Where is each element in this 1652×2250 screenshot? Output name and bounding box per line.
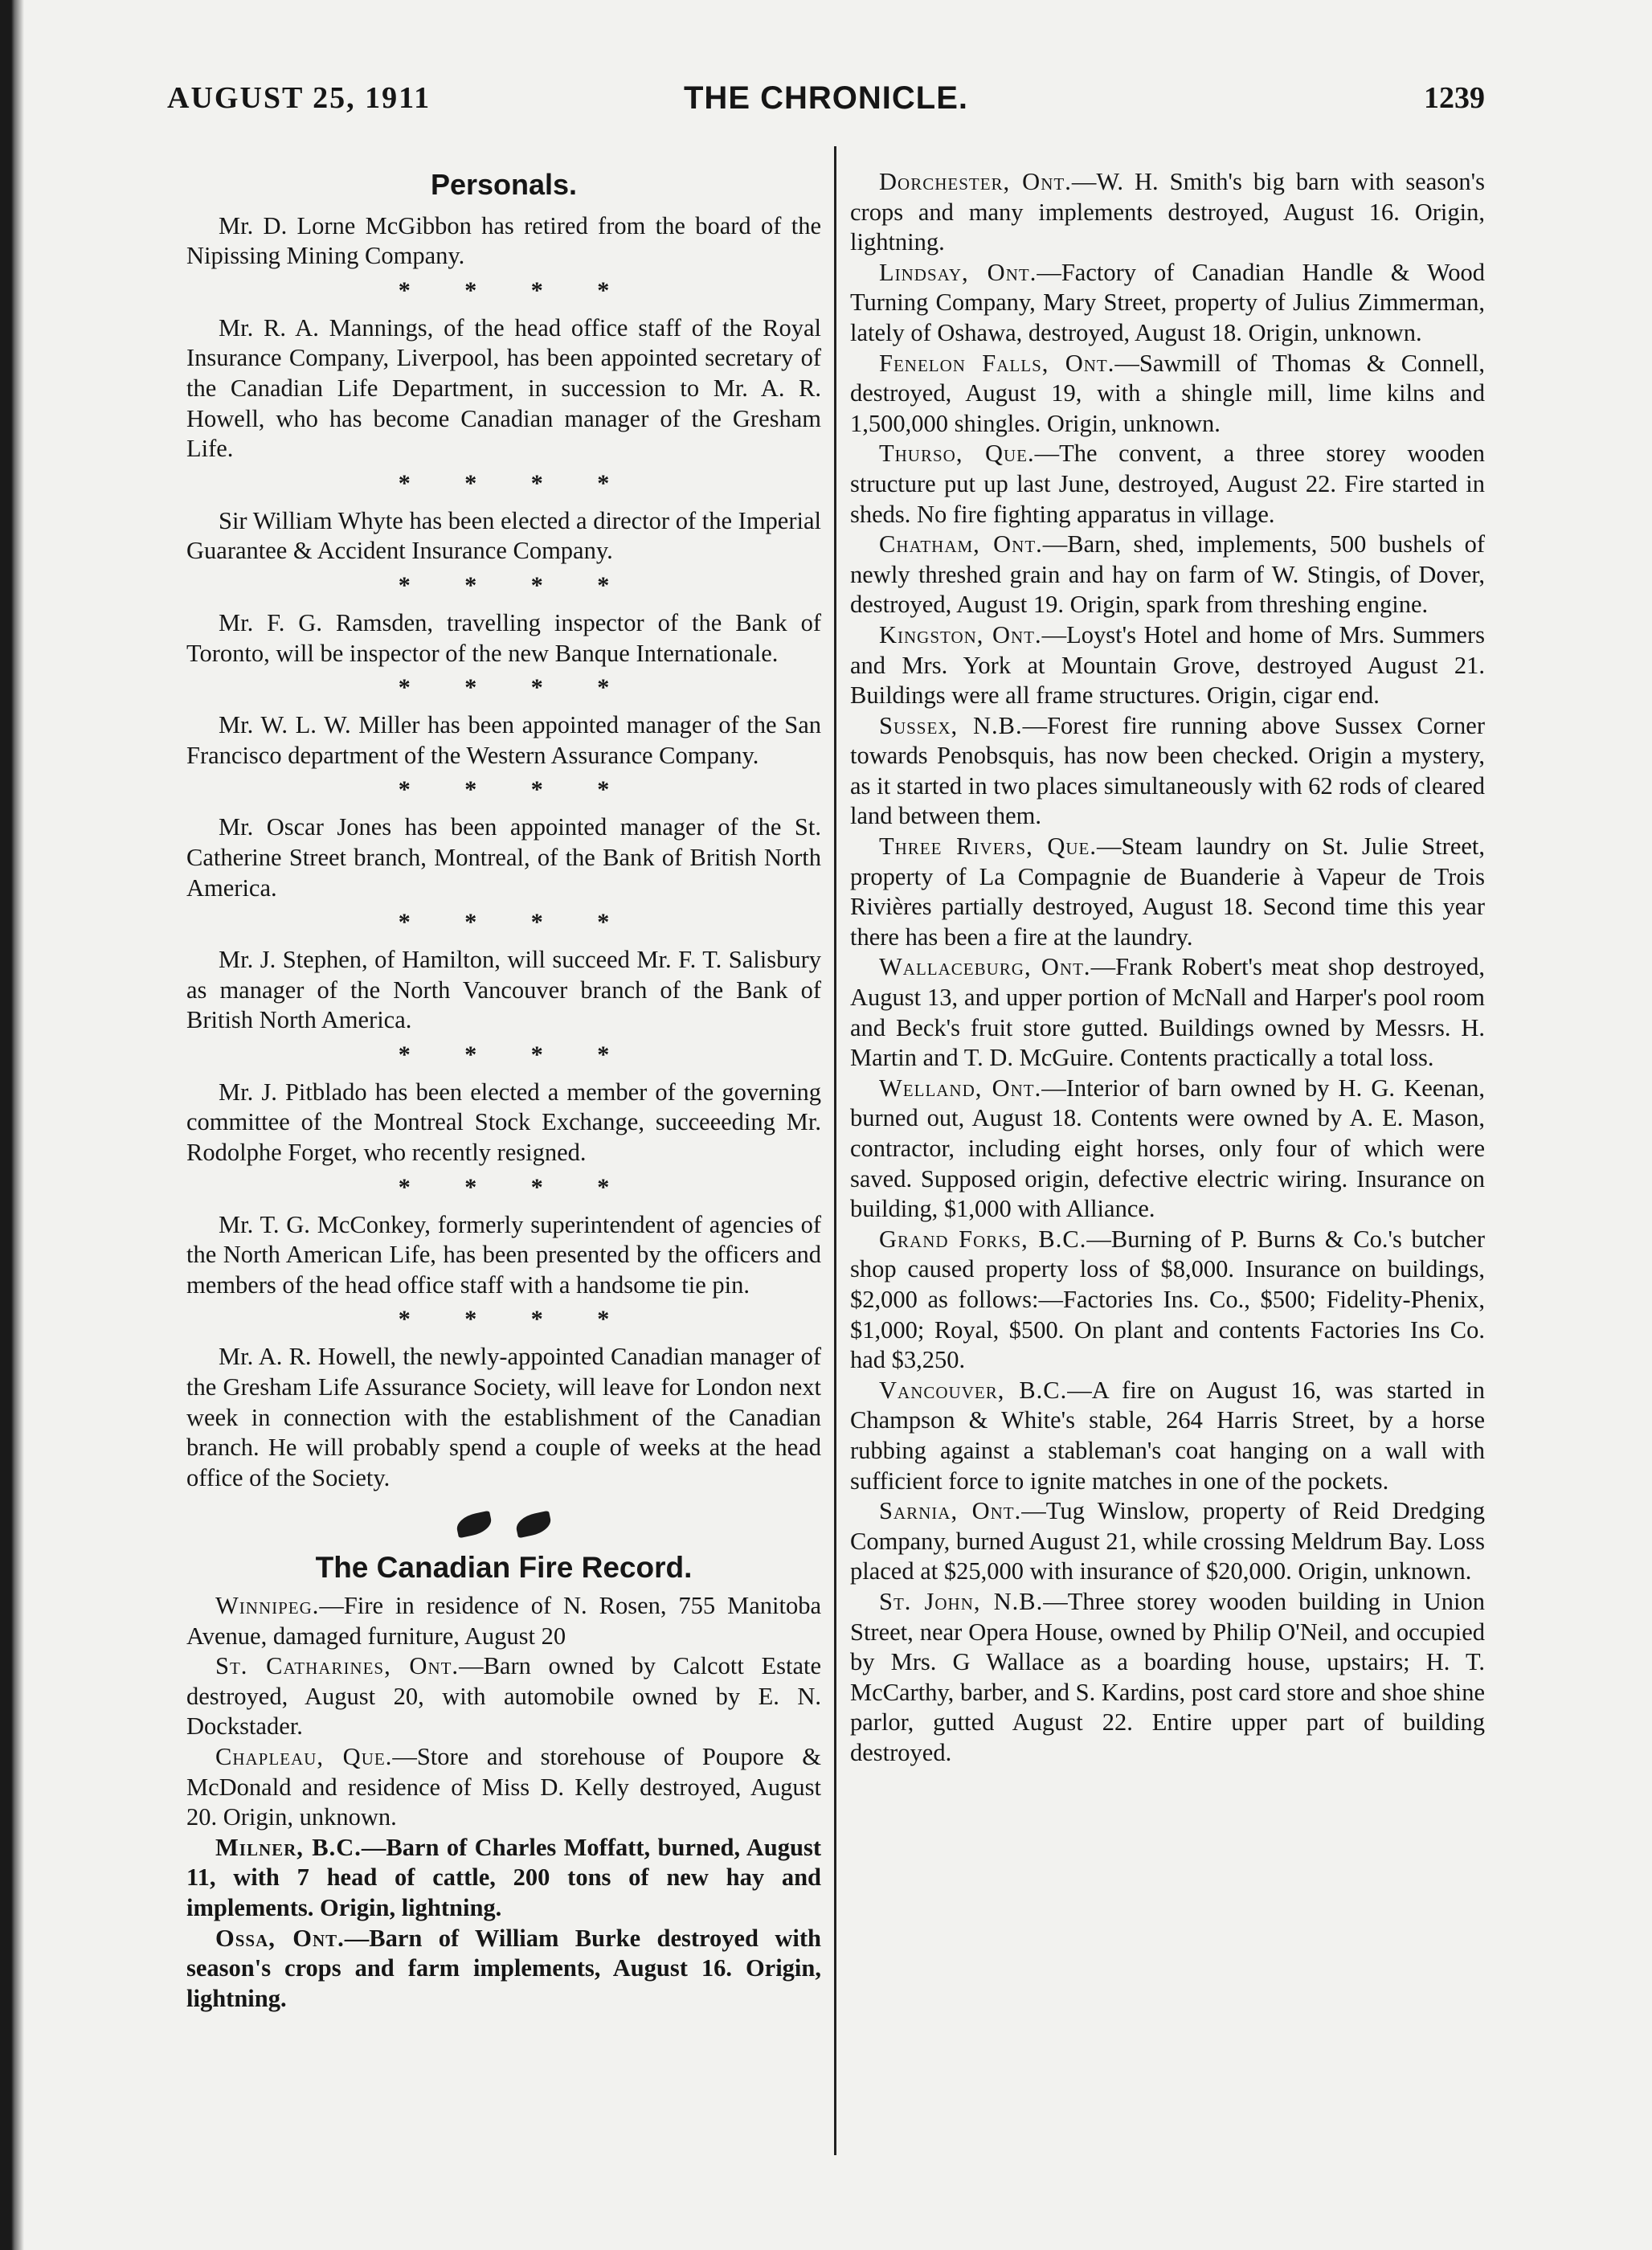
fire-entry: Three Rivers, Que.—Steam laundry on St. Julie Street, property of La Compagnie de Buanderie à Vapeur de Trois Rivières partially destroyed, August 18. Second time this year there has been a fire at the laundry. [850,832,1485,951]
issue-date: AUGUST 25, 1911 [167,81,431,115]
fire-entry: Kingston, Ont.—Loyst's Hotel and home of Mrs. Summers and Mrs. York at Mountain Grove, destroyed August 21. Buildings were all frame structures. Origin, cigar end. [850,620,1485,710]
separator-stars: * * * * [398,674,634,702]
separator-stars: * * * * [398,776,634,804]
page-number: 1239 [1424,81,1485,115]
fire-entry: Chatham, Ont.—Barn, shed, implements, 500 bushels of newly threshed grain and hay on farm of W. Stingis, of Dover, destroyed, August 19. Origin, spark from threshing engine. [850,530,1485,619]
fire-entry: Sarnia, Ont.—Tug Winslow, property of Reid Dredging Company, burned August 21, while crossing Meldrum Bay. Loss placed at $25,000 with insurance of $20,000. Origin, unknown. [850,1497,1485,1585]
publication-title: THE CHRONICLE. [684,80,968,116]
fire-entry: Sussex, N.B.—Forest fire running above Sussex Corner towards Penobsquis, has now been checked. Origin a mystery, as it started in two places simultaneously with 62 rods of cleared land between them. [850,711,1485,830]
right-column [850,167,1485,1768]
fire-entry: St. Catharines, Ont.—Barn owned by Calcott Estate destroyed, August 20, with automobile owned by E. N. Dockstader. [186,1652,821,1741]
separator-stars: * * * * [398,909,634,936]
personal-item: Mr. F. G. Ramsden, travelling inspector of the Bank of Toronto, will be inspector of the new Banque Internationale. [186,608,821,667]
fire-entry: Winnipeg.—Fire in residence of N. Rosen, 755 Manitoba Avenue, damaged furniture, August 20 [186,1592,821,1650]
personal-item: Mr. J. Pitblado has been elected a member of the governing committee of the Montreal Stock Exchange, succeeeding Mr. Rodolphe Forget, who recently resigned. [186,1078,821,1167]
personal-item: Mr. J. Stephen, of Hamilton, will succeed Mr. F. T. Salisbury as manager of the North Vancouver branch of the Bank of British North America. [186,946,821,1034]
fire-entry: Vancouver, B.C.—A fire on August 16, was started in Champson & White's stable, 264 Harris Street, by a horse rubbing against a stableman's coat hanging on a wall with sufficient force to ignite matches in one of the pockets. [850,1376,1485,1495]
leaf-icon [514,1511,553,1539]
page-edge-shadow [0,0,24,2250]
separator-stars: * * * * [398,1041,634,1068]
fire-entry: Milner, B.C.—Barn of Charles Moffatt, burned, August 11, with 7 head of cattle, 200 tons of new hay and implements. Origin, lightning. [186,1833,821,1921]
separator-stars: * * * * [398,571,634,599]
fire-entry: Dorchester, Ont.—W. H. Smith's big barn with season's crops and many implements destroyed, August 16. Origin, lightning. [850,168,1485,256]
leaf-ornament [186,1514,821,1535]
left-column [186,165,821,2014]
column-divider [834,146,836,2155]
personal-item: Mr. Oscar Jones has been appointed manager of the St. Catherine Street branch, Montreal, of the Bank of British North America. [186,813,821,902]
personal-item: Mr. R. A. Mannings, of the head office staff of the Royal Insurance Company, Liverpool, has been appointed secretary of the Canadian Life Department, in succession to Mr. A. R. Howell, who has become Canadian manager of the Gresham Life. [186,313,821,463]
fire-entry: Welland, Ont.—Interior of barn owned by H. G. Keenan, burned out, August 18. Contents were owned by A. E. Mason, contractor, including eight horses, only four of which were saved. Supposed origin, defective electric wiring. Insurance on building, $1,000 with Alliance. [850,1074,1485,1223]
leaf-icon [455,1511,493,1539]
personal-item: Mr. A. R. Howell, the newly-appointed Canadian manager of the Gresham Life Assurance Society, will leave for London next week in connection with the establishment of the Canadian branch. He will probably spend a couple of weeks at the head office of the Society. [186,1343,821,1491]
fire-entry: Grand Forks, B.C.—Burning of P. Burns & Co.'s butcher shop caused property loss of $8,000. Insurance on buildings, $2,000 as follows:—Factories Ins. Co., $500; Fidelity-Phenix, $1,000; Royal, $500. On plant and contents Factories Ins Co. had $3,250. [850,1225,1485,1374]
personal-item: Mr. D. Lorne McGibbon has retired from the board of the Nipissing Mining Company. [186,211,821,270]
personal-item: Mr. T. G. McConkey, formerly superintendent of agencies of the North American Life, has been presented by the officers and members of the head office staff with a handsome tie pin. [186,1210,821,1299]
fire-entry: Fenelon Falls, Ont.—Sawmill of Thomas & Connell, destroyed, August 19, with a shingle mill, lime kilns and 1,500,000 shingles. Origin, unknown. [850,349,1485,437]
personals-heading: Personals. [430,168,578,201]
separator-stars: * * * * [398,276,634,304]
personal-item: Sir William Whyte has been elected a director of the Imperial Guarantee & Accident Insurance Company. [186,506,821,565]
separator-stars: * * * * [398,1306,634,1333]
fire-entry: Ossa, Ont.—Barn of William Burke destroyed with season's crops and farm implements, August 16. Origin, lightning. [186,1924,821,2012]
separator-stars: * * * * [398,1173,634,1201]
fire-entry: Chapleau, Que.—Store and storehouse of Poupore & McDonald and residence of Miss D. Kelly destroyed, August 20. Origin, unknown. [186,1742,822,1831]
fire-entry: Thurso, Que.—The convent, a three storey wooden structure put up last June, destroyed, August 22. Fire started in sheds. No fire fighting apparatus in village. [850,440,1485,528]
page-header [167,80,1485,129]
fire-entry: Wallaceburg, Ont.—Frank Robert's meat shop destroyed, August 13, and upper portion of McNall and Harper's pool room and Beck's fruit store gutted. Buildings owned by Messrs. H. Martin and T. D. McGuire. Contents practically a total loss. [850,953,1485,1072]
personal-item: Mr. W. L. W. Miller has been appointed manager of the San Francisco department of the Western Assurance Company. [186,711,821,769]
fire-entry: Lindsay, Ont.—Factory of Canadian Handle & Wood Turning Company, Mary Street, property of Julius Zimmerman, lately of Oshawa, destroyed, August 18. Origin, unknown. [850,258,1485,346]
separator-stars: * * * * [398,469,634,497]
fire-entry: St. John, N.B.—Three storey wooden building in Union Street, near Opera House, owned by Philip O'Neil, and occupied by Mrs. G Wallace as a boarding house, upstairs; H. T. McCarthy, barber, and S. Kardins, post card store and shoe shine parlor, gutted August 22. Entire upper part of building destroyed. [850,1587,1485,1766]
fire-record-heading: The Canadian Fire Record. [315,1551,693,1585]
